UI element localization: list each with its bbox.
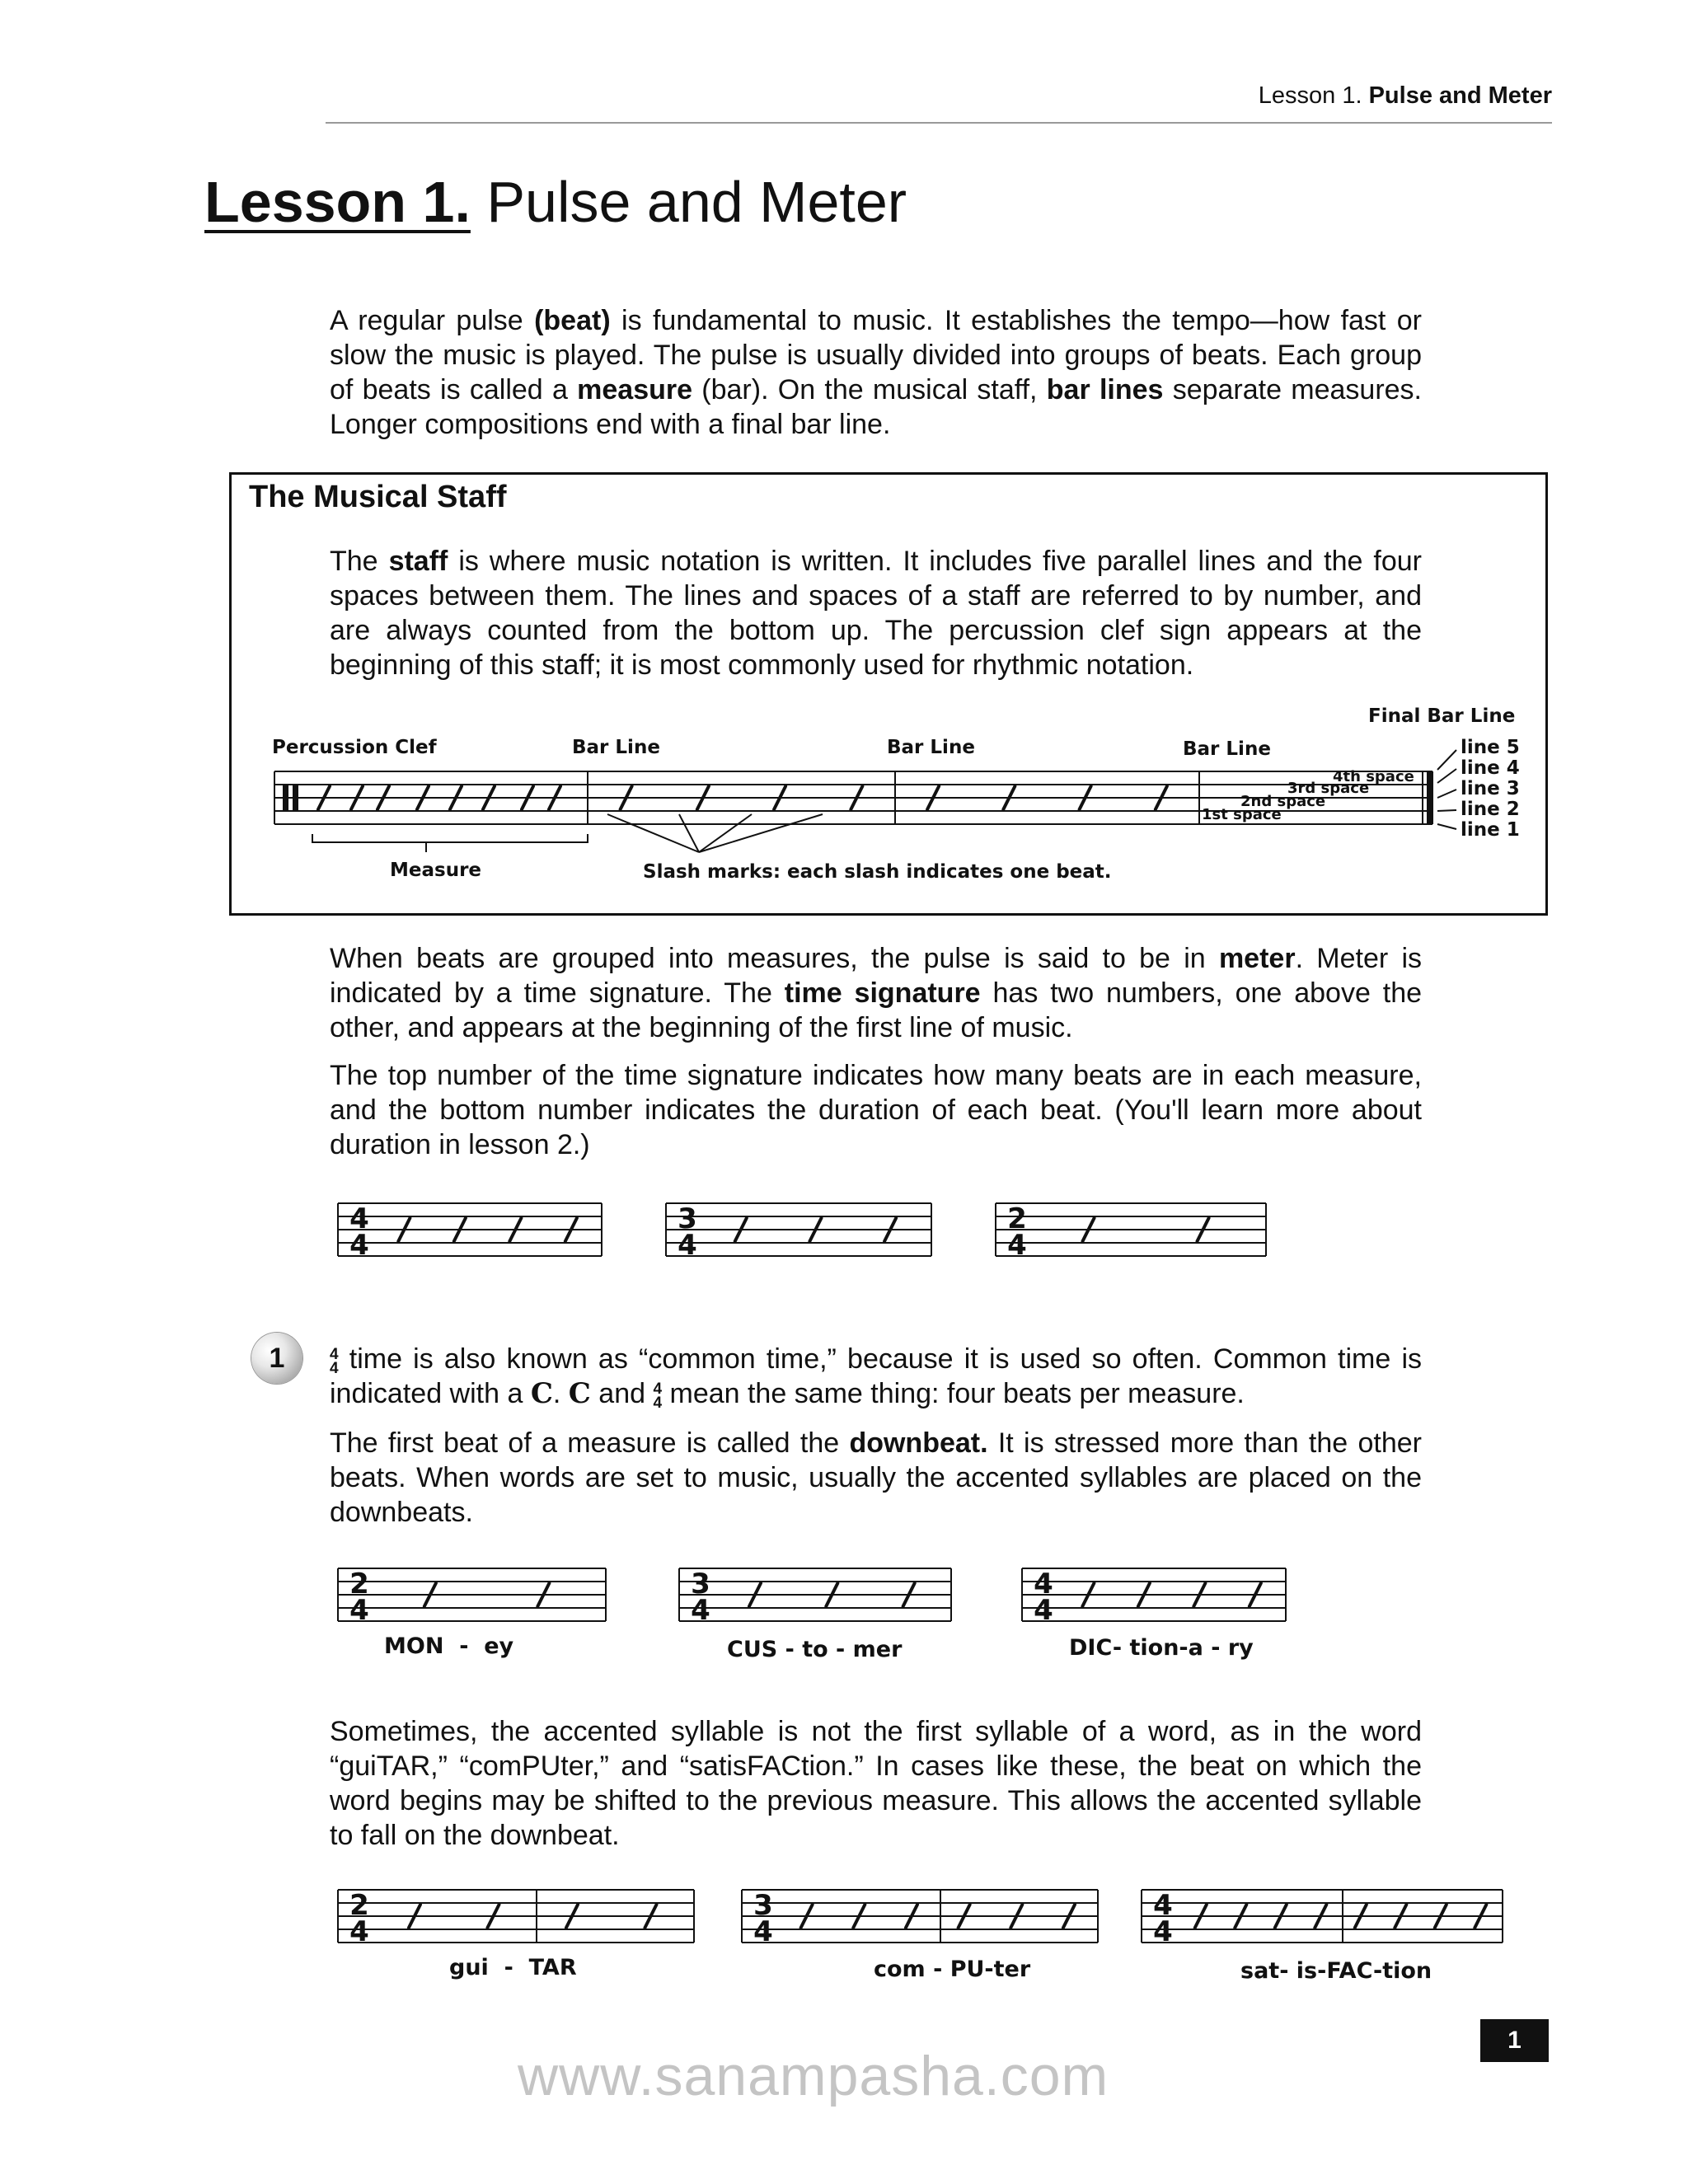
time-signature-top: 4 <box>1153 1889 1173 1922</box>
time-signature-top: 2 <box>349 1889 369 1922</box>
common-text-2: . <box>552 1378 569 1409</box>
slash-pointer-lines <box>607 814 823 852</box>
term-meter: meter <box>1218 943 1296 974</box>
common-text-3: and <box>590 1378 654 1409</box>
intro-text-1: A regular pulse <box>330 305 535 336</box>
example-staff-meter-1 <box>666 1202 931 1262</box>
lyric-dictionary: DIC- tion-a - ry <box>1069 1635 1254 1661</box>
lyric-computer: com - PU-ter <box>874 1957 1031 1982</box>
example-staff-meter-0 <box>338 1202 602 1262</box>
intro-text-4: separate measures. Longer compositions end with a final bar line. <box>330 374 1423 440</box>
term-measure: measure <box>577 374 693 405</box>
intro-text-3: (bar). On the musical staff, <box>692 374 1047 405</box>
meter-paragraph <box>330 941 1422 1045</box>
example-staff-downbeat-0 <box>338 1568 606 1627</box>
running-head-lesson: Lesson 1. <box>1258 82 1362 109</box>
time-signature-bottom: 4 <box>1153 1915 1173 1948</box>
downbeat-text-2: It is stressed more than the other beats. When words are set to music, usually the accented syllables are placed on the downbeats. <box>330 1427 1422 1528</box>
term-downbeat: downbeat. <box>849 1427 988 1459</box>
common-time-paragraph <box>330 1342 1422 1411</box>
time-signature-bottom: 4 <box>1007 1229 1027 1262</box>
label-bar-line-1: Bar Line <box>572 737 660 758</box>
time-signature-top: 3 <box>691 1568 710 1601</box>
time-signature-top: 2 <box>349 1568 369 1601</box>
line-pointers <box>1437 750 1456 829</box>
downbeat-paragraph <box>330 1426 1422 1530</box>
label-slash-marks: Slash marks: each slash indicates one beat. <box>643 861 1112 883</box>
meter-text-1: When beats are grouped into measures, the pulse is said to be in <box>330 943 1219 974</box>
common-text-1: time is also known as “common time,” because it is used so often. Common time is indicated with a <box>330 1343 1422 1409</box>
label-line-3: line 3 <box>1461 778 1520 799</box>
title-number: Lesson 1. <box>204 170 471 234</box>
time-signature-bottom: 4 <box>1034 1594 1053 1627</box>
meter-text-3: has two numbers, one above the other, and appears at the beginning of the first line of music. <box>330 977 1423 1043</box>
common-text-4: mean the same thing: four beats per measure. <box>662 1378 1245 1409</box>
label-line-4: line 4 <box>1461 757 1520 779</box>
shift-paragraph: Sometimes, the accented syllable is not the first syllable of a word, as in the word “guiTAR,” “comPUter,” and “satisFACtion.” In cases like these, the beat on which the word begins may be shifted to the previous measure. This allows the accented syllable to fall on the downbeat. <box>330 1716 1422 1851</box>
four-four-fraction: 4 4 <box>330 1346 339 1377</box>
four-four-fraction-2: 4 4 <box>653 1380 663 1412</box>
watermark: www.sanampasha.com <box>518 2045 1109 2107</box>
term-beat: (beat) <box>534 305 611 336</box>
time-signature-top: 3 <box>753 1889 773 1922</box>
time-signature-top: 3 <box>678 1202 697 1235</box>
example-staff-meter-2 <box>996 1202 1266 1262</box>
term-staff: staff <box>388 546 448 577</box>
lyric-money: MON - ey <box>384 1633 514 1659</box>
example-staff-shift-0 <box>338 1889 694 1948</box>
label-4th-space: 4th space <box>1333 768 1414 785</box>
staff-text-1: The <box>330 546 389 577</box>
final-bar-thick <box>1427 771 1433 824</box>
label-line-2: line 2 <box>1461 799 1520 820</box>
lyric-satisfaction: sat- is-FAC-tion <box>1240 1958 1432 1984</box>
example-staff-shift-1 <box>742 1889 1098 1948</box>
time-signature-top: 4 <box>1034 1568 1053 1601</box>
time-signature-bottom: 4 <box>349 1594 369 1627</box>
label-3rd-space: 3rd space <box>1287 780 1370 797</box>
staff-box-title: The Musical Staff <box>249 480 507 514</box>
lyric-guitar: gui - TAR <box>449 1955 577 1980</box>
label-bar-line-3: Bar Line <box>1183 738 1271 760</box>
example-staff-shift-2 <box>1142 1889 1503 1948</box>
time-signature-bottom: 4 <box>349 1915 369 1948</box>
time-signature-bottom: 4 <box>691 1594 710 1627</box>
intro-text-2: is fundamental to music. It establishes the tempo—how fast or slow the music is played. The pulse is usually divided into groups of beats. Each group of beats is called a <box>330 305 1422 405</box>
page-number: 1 <box>1480 2019 1549 2062</box>
label-line-1: line 1 <box>1461 819 1520 841</box>
time-signature-top: 4 <box>349 1202 369 1235</box>
example-staff-downbeat-2 <box>1022 1568 1286 1627</box>
time-signature-bottom: 4 <box>753 1915 773 1948</box>
example-staff-downbeat-1 <box>679 1568 951 1627</box>
time-signature-bottom: 4 <box>349 1229 369 1262</box>
staff-text-2: is where music notation is written. It includes five parallel lines and the four spaces between them. The lines and spaces of a staff are referred to by number, and are always counted from the bottom up. The percussion clef sign appears at the beginning of this staff; it is most commonly used for rhythmic notation. <box>330 546 1422 681</box>
running-head-topic: Pulse and Meter <box>1368 82 1552 109</box>
common-time-symbol: C <box>530 1377 553 1410</box>
downbeat-text-1: The first beat of a measure is called the <box>330 1427 850 1459</box>
label-1st-space: 1st space <box>1202 806 1282 823</box>
label-line-5: line 5 <box>1461 737 1520 758</box>
cd-track-icon: 1 <box>251 1333 302 1384</box>
label-final-bar-line: Final Bar Line <box>1368 705 1516 727</box>
lyric-customer: CUS - to - mer <box>727 1637 903 1662</box>
measure-bracket <box>312 834 588 852</box>
term-time-signature: time signature <box>784 977 981 1009</box>
label-percussion-clef: Percussion Clef <box>272 737 437 758</box>
term-bar-lines: bar lines <box>1046 374 1164 405</box>
label-2nd-space: 2nd space <box>1240 793 1326 810</box>
common-time-symbol-2: C <box>568 1377 591 1410</box>
time-signature-top: 2 <box>1007 1202 1027 1235</box>
label-measure: Measure <box>390 860 482 881</box>
title-text: Pulse and Meter <box>486 170 907 234</box>
meter-text-2: . Meter is indicated by a time signature. The <box>330 943 1422 1009</box>
time-signature-bottom: 4 <box>678 1229 697 1262</box>
time-signature-paragraph: The top number of the time signature indicates how many beats are in each measure, and the bottom number indicates the duration of each beat. (You'll learn more about duration in lesson 2.) <box>330 1060 1422 1160</box>
label-bar-line-2: Bar Line <box>887 737 975 758</box>
